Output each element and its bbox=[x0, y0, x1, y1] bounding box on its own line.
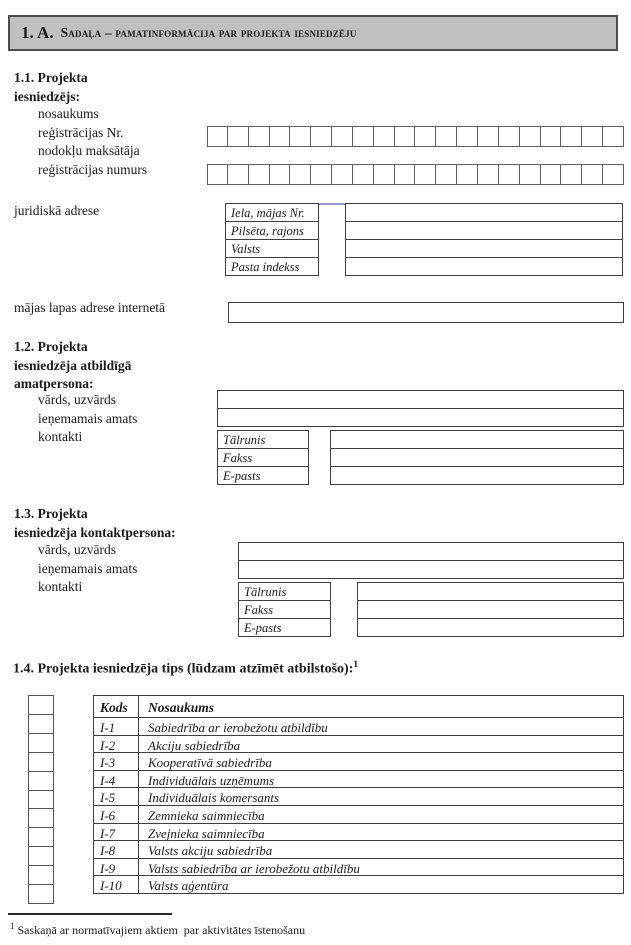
types-table bbox=[93, 695, 624, 894]
section-1-4-heading bbox=[13, 660, 358, 678]
char-box[interactable] bbox=[311, 164, 332, 185]
type-name: Sabiedrība ar ierobežotu atbildību bbox=[138, 717, 624, 736]
type-row bbox=[93, 840, 624, 859]
type-code: I-9 bbox=[93, 858, 139, 877]
footnote-text: Saskaņā ar normatīvajiem aktiem par aktivitātes īstenošanu bbox=[17, 923, 306, 937]
char-box[interactable] bbox=[436, 126, 457, 147]
address-input-field[interactable] bbox=[345, 257, 623, 276]
type-row bbox=[93, 770, 624, 789]
char-box[interactable] bbox=[332, 164, 353, 185]
section-1-2-labels bbox=[38, 391, 137, 447]
type-checkbox[interactable] bbox=[28, 846, 54, 866]
field-label: vārds, uzvārds bbox=[38, 392, 116, 407]
field-label: reģistrācijas Nr. bbox=[38, 124, 124, 140]
field-label: kontakti bbox=[38, 429, 83, 445]
heading-line: 1.1. Projekta bbox=[14, 70, 88, 85]
char-box[interactable] bbox=[415, 164, 436, 185]
section-a-header bbox=[8, 15, 618, 51]
contactperson-position-input[interactable] bbox=[238, 560, 624, 579]
type-row bbox=[93, 735, 624, 754]
type-code: I-2 bbox=[93, 735, 139, 754]
type-checkbox[interactable] bbox=[28, 714, 54, 734]
char-box[interactable] bbox=[290, 126, 311, 147]
char-box[interactable] bbox=[499, 164, 520, 185]
section-1-2-heading bbox=[14, 338, 131, 394]
website-label: mājas lapas adrese internetā bbox=[14, 300, 166, 315]
address-input-field[interactable] bbox=[345, 239, 623, 258]
section-1-1-labels bbox=[38, 105, 147, 179]
type-name: Individuālais komersants bbox=[138, 787, 624, 806]
type-checkbox[interactable] bbox=[28, 695, 54, 715]
footnote-divider bbox=[8, 913, 172, 915]
char-box[interactable] bbox=[207, 126, 228, 147]
type-code: I-1 bbox=[93, 717, 139, 736]
contact-input-field[interactable] bbox=[357, 582, 624, 601]
char-box[interactable] bbox=[270, 126, 291, 147]
type-name: Zemnieka saimniecība bbox=[138, 805, 624, 824]
type-checkbox[interactable] bbox=[28, 752, 54, 772]
section-1-3-heading bbox=[14, 505, 176, 542]
type-row bbox=[93, 823, 624, 842]
type-checkbox[interactable] bbox=[28, 771, 54, 791]
type-code: I-4 bbox=[93, 770, 139, 789]
field-label: reģistrācijas numurs bbox=[38, 161, 148, 177]
char-box[interactable] bbox=[457, 126, 478, 147]
field-label: ieņemamais amats bbox=[38, 560, 138, 576]
heading-text: 1.4. Projekta iesniedzēja tips (lūdzam atzīmēt atbilstošo): bbox=[13, 661, 354, 677]
tax-registration-grid bbox=[207, 164, 624, 185]
char-box[interactable] bbox=[478, 164, 499, 185]
juridiska-adrese-label: juridiskā adrese bbox=[14, 203, 100, 218]
address-field-column bbox=[345, 203, 623, 276]
header-title: Sadaļa – pamatinformācija par projekta iesniedzēju bbox=[60, 25, 357, 40]
field-label: nosaukums bbox=[38, 106, 99, 121]
char-box[interactable] bbox=[603, 126, 624, 147]
contactperson-contact-label-column bbox=[238, 582, 331, 637]
contactperson-name-input[interactable] bbox=[238, 542, 624, 561]
char-box[interactable] bbox=[353, 126, 374, 147]
type-code: I-5 bbox=[93, 787, 139, 806]
type-name: Valsts aģentūra bbox=[138, 875, 624, 894]
char-box[interactable] bbox=[603, 164, 624, 185]
field-label: nodokļu maksātāja bbox=[38, 143, 140, 159]
char-box[interactable] bbox=[478, 126, 499, 147]
field-label: ieņemamais amats bbox=[38, 410, 138, 426]
contact-input-field[interactable] bbox=[330, 448, 624, 467]
heading-line: 1.2. Projekta bbox=[14, 339, 88, 354]
heading-line: 1.3. Projekta bbox=[14, 506, 88, 521]
contact-input-field[interactable] bbox=[330, 466, 624, 485]
contact-row-label: Tālrunis bbox=[217, 430, 309, 449]
type-name: Valsts sabiedrība ar ierobežotu atbildību bbox=[138, 858, 624, 877]
types-header-kods: Kods bbox=[93, 695, 139, 718]
official-contact-label-column bbox=[217, 430, 309, 485]
address-row-label: Pasta indekss bbox=[225, 257, 319, 276]
contact-row-label: Fakss bbox=[238, 600, 331, 619]
heading-line: amatpersona: bbox=[14, 376, 94, 391]
char-box[interactable] bbox=[520, 126, 541, 147]
type-name: Kooperatīvā sabiedrība bbox=[138, 752, 624, 771]
char-box[interactable] bbox=[353, 164, 374, 185]
char-box[interactable] bbox=[561, 164, 582, 185]
char-box[interactable] bbox=[374, 164, 395, 185]
contactperson-contact-field-column bbox=[357, 582, 624, 637]
type-row bbox=[93, 858, 624, 877]
contact-row-label: E-pasts bbox=[238, 618, 331, 637]
type-checkbox[interactable] bbox=[28, 827, 54, 847]
type-checkbox[interactable] bbox=[28, 733, 54, 753]
address-row-label: Valsts bbox=[225, 239, 319, 258]
type-checkbox[interactable] bbox=[28, 790, 54, 810]
type-code: I-7 bbox=[93, 823, 139, 842]
contact-row-label: E-pasts bbox=[217, 466, 309, 485]
char-box[interactable] bbox=[582, 126, 603, 147]
char-box[interactable] bbox=[228, 164, 249, 185]
footnote bbox=[10, 921, 305, 938]
char-box[interactable] bbox=[249, 164, 270, 185]
types-header-row bbox=[93, 695, 624, 718]
website-input-field[interactable] bbox=[228, 302, 624, 323]
char-box[interactable] bbox=[332, 126, 353, 147]
contact-input-field[interactable] bbox=[357, 618, 624, 637]
char-box[interactable] bbox=[582, 164, 603, 185]
contact-input-field[interactable] bbox=[357, 600, 624, 619]
field-label: kontakti bbox=[38, 579, 83, 595]
char-box[interactable] bbox=[207, 164, 228, 185]
char-box[interactable] bbox=[270, 164, 291, 185]
type-checkbox[interactable] bbox=[28, 808, 54, 828]
char-box[interactable] bbox=[415, 126, 436, 147]
contact-input-field[interactable] bbox=[330, 430, 624, 449]
address-label-column bbox=[225, 203, 319, 276]
address-input-field[interactable] bbox=[345, 221, 623, 240]
section-1-1-heading bbox=[14, 69, 88, 106]
heading-line: iesniedzēja atbildīgā bbox=[14, 357, 132, 373]
type-row bbox=[93, 787, 624, 806]
heading-line: iesniedzējs: bbox=[14, 88, 80, 104]
type-code: I-3 bbox=[93, 752, 139, 771]
char-box[interactable] bbox=[499, 126, 520, 147]
official-name-input[interactable] bbox=[217, 390, 624, 409]
header-number: 1. A. bbox=[21, 23, 54, 42]
char-box[interactable] bbox=[541, 126, 562, 147]
address-row-label: Iela, mājas Nr. bbox=[225, 203, 319, 222]
types-header-nosaukums: Nosaukums bbox=[138, 695, 624, 718]
heading-line: iesniedzēja kontaktpersona: bbox=[14, 524, 176, 540]
type-name: Akciju sabiedrība bbox=[138, 735, 624, 754]
char-box[interactable] bbox=[228, 126, 249, 147]
type-checkbox-column bbox=[28, 695, 54, 904]
address-row-label: Pilsēta, rajons bbox=[225, 221, 319, 240]
char-box[interactable] bbox=[457, 164, 478, 185]
contact-row-label: Fakss bbox=[217, 448, 309, 467]
registration-nr-grid bbox=[207, 126, 624, 147]
type-checkbox[interactable] bbox=[28, 884, 54, 904]
official-contact-field-column bbox=[330, 430, 624, 485]
char-box[interactable] bbox=[395, 164, 416, 185]
contact-row-label: Tālrunis bbox=[238, 582, 331, 601]
char-box[interactable] bbox=[249, 126, 270, 147]
type-name: Valsts akciju sabiedrība bbox=[138, 840, 624, 859]
type-checkbox[interactable] bbox=[28, 865, 54, 885]
type-code: I-8 bbox=[93, 840, 139, 859]
types-table-body bbox=[93, 717, 624, 894]
char-box[interactable] bbox=[541, 164, 562, 185]
address-spacer bbox=[319, 203, 345, 281]
type-row bbox=[93, 805, 624, 824]
type-row bbox=[93, 875, 624, 894]
type-row bbox=[93, 717, 624, 736]
section-1-3-labels bbox=[38, 541, 137, 597]
footnote-marker: 1 bbox=[10, 921, 15, 931]
type-code: I-6 bbox=[93, 805, 139, 824]
char-box[interactable] bbox=[395, 126, 416, 147]
type-name: Zvejnieka saimniecība bbox=[138, 823, 624, 842]
address-input-field[interactable] bbox=[345, 203, 623, 222]
char-box[interactable] bbox=[374, 126, 395, 147]
official-position-input[interactable] bbox=[217, 408, 624, 427]
field-label: vārds, uzvārds bbox=[38, 542, 116, 557]
type-row bbox=[93, 752, 624, 771]
char-box[interactable] bbox=[436, 164, 457, 185]
char-box[interactable] bbox=[561, 126, 582, 147]
char-box[interactable] bbox=[290, 164, 311, 185]
char-box[interactable] bbox=[311, 126, 332, 147]
type-code: I-10 bbox=[93, 875, 139, 894]
heading-superscript: 1 bbox=[353, 660, 359, 670]
char-box[interactable] bbox=[520, 164, 541, 185]
type-name: Individuālais uzņēmums bbox=[138, 770, 624, 789]
